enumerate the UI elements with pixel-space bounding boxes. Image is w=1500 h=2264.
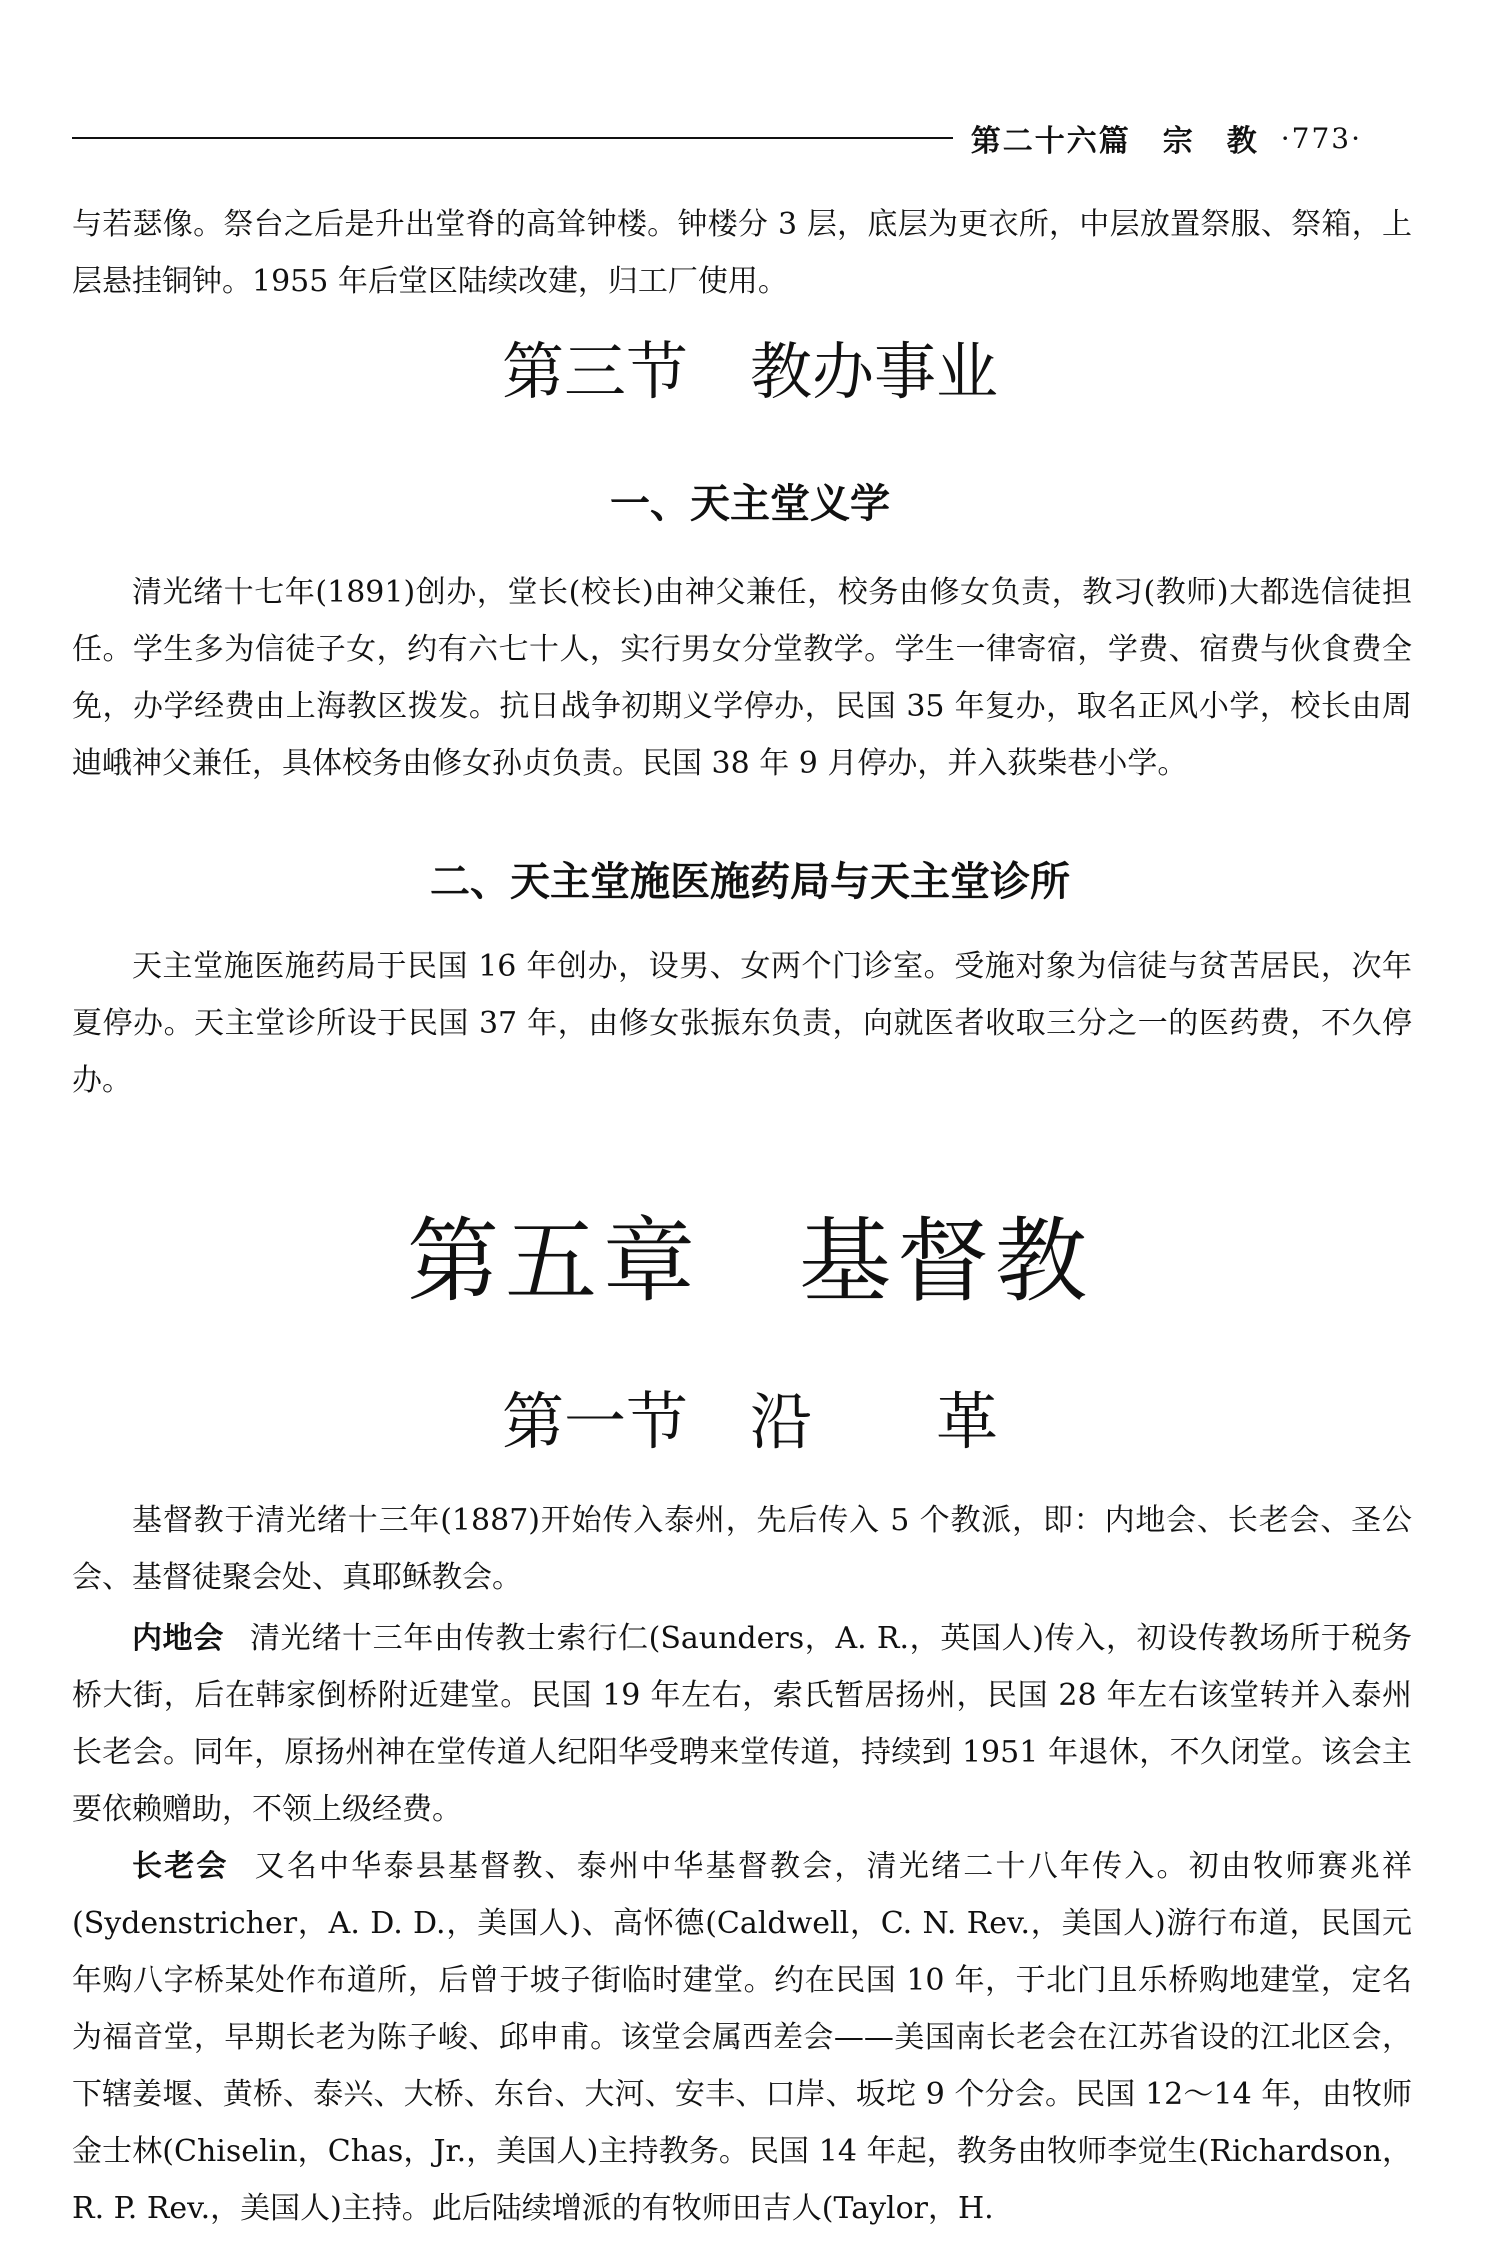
header-title: 第二十六篇 宗 教 bbox=[970, 124, 1259, 159]
paragraph-text: 清光绪十七年(1891)创办，堂长(校长)由神父兼任，校务由修女负责，教习(教师)大都选信徒担任。学生多为信徒子女，约有六七十人，实行男女分堂教学。学生一律寄宿，学费、宿费与伙食费全免，办学经费由上海教区拨发。抗日战争初期义学停办，民国 35 年复办，取名正风小学，校长由周迪峨神父兼任，具体校务由修女孙贞负责。民国 38 年 9 月停办，并入荻柴巷小学。 bbox=[72, 575, 1412, 781]
subsection-1-body bbox=[72, 564, 1412, 792]
paragraph-text: 天主堂施医施药局于民国 16 年创办，设男、女两个门诊室。受施对象为信徒与贫苦居民，次年夏停办。天主堂诊所设于民国 37 年，由修女张振东负责，向就医者收取三分之一的医药费，不久停办。 bbox=[72, 949, 1412, 1098]
paragraph-text: 基督教于清光绪十三年(1887)开始传入泰州，先后传入 5 个教派，即：内地会、长老会、圣公会、基督徒聚会处、真耶稣教会。 bbox=[72, 1503, 1412, 1595]
running-header bbox=[72, 118, 1362, 158]
entry-text: 又名中华泰县基督教、泰州中华基督教会，清光绪二十八年传入。初由牧师赛兆祥(Sydenstricher，A. D. D.，美国人)、高怀德(Caldwell，C. N. Rev.，美国人)游行布道，民国元年购八字桥某处作布道所，后曾于坡子街临时建堂。约在民国 10 年，于北门且乐桥购地建堂，定名为福音堂，早期长老为陈子峻、邱申甫。该堂会属西差会——美国南长老会在江苏省设的江北区会，下辖姜堰、黄桥、泰兴、大桥、东台、大河、安丰、口岸、坂坨 9 个分会。民国 12～14 年，由牧师金士林(Chiselin，Chas，Jr.，美国人)主持教务。民国 14 年起，教务由牧师李觉生(Richardson，R. P. Rev.，美国人)主持。此后陆续增派的有牧师田吉人(Taylor，H. bbox=[72, 1849, 1413, 2226]
header-rule bbox=[72, 137, 953, 139]
subsection-2-body bbox=[72, 938, 1412, 1109]
paragraph-text: 与若瑟像。祭台之后是升出堂脊的高耸钟楼。钟楼分 3 层，底层为更衣所，中层放置祭服、祭箱，上层悬挂铜钟。1955 年后堂区陆续改建，归工厂使用。 bbox=[72, 207, 1412, 299]
neidihui-entry bbox=[72, 1610, 1412, 1838]
chapter-title: 第五章 基督教 bbox=[406, 1208, 1093, 1315]
subsection-title-1: 一、天主堂义学 bbox=[610, 481, 890, 527]
entry-term: 内地会 bbox=[132, 1621, 224, 1656]
chapter-intro bbox=[72, 1492, 1412, 1606]
entry-paragraph bbox=[72, 1838, 1412, 2237]
section-title: 第三节 教办事业 bbox=[501, 335, 998, 408]
chapter-section-title: 第一节 沿 革 bbox=[501, 1385, 998, 1458]
page-number: ·773· bbox=[1280, 121, 1362, 155]
entry-term: 长老会 bbox=[132, 1849, 229, 1884]
entry-text: 清光绪十三年由传教士索行仁(Saunders，A. R.，英国人)传入，初设传教场所于税务桥大街，后在韩家倒桥附近建堂。民国 19 年左右，索氏暂居扬州，民国 28 年左右该堂转并入泰州长老会。同年，原扬州神在堂传道人纪阳华受聘来堂传道，持续到 1951 年退休，不久闭堂。该会主要依赖赠助，不领上级经费。 bbox=[72, 1621, 1412, 1827]
continued-paragraph bbox=[72, 196, 1412, 310]
zhanglaohui-entry bbox=[72, 1838, 1412, 2237]
entry-paragraph bbox=[72, 1610, 1412, 1838]
subsection-title-2: 二、天主堂施医施药局与天主堂诊所 bbox=[430, 859, 1070, 905]
